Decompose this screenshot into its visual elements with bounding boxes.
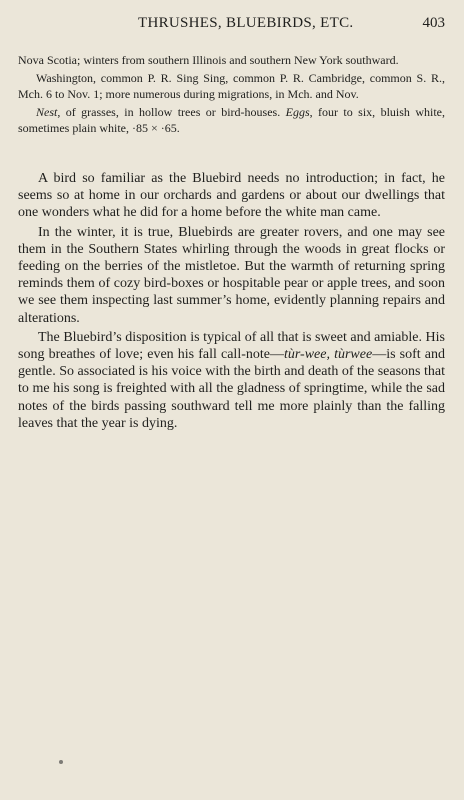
show-through-text: [42, 478, 422, 733]
eggs-text: , four to six, bluish white, sometimes plain white, ·85 × ·65.: [18, 105, 445, 135]
nest-text: , of grasses, in hollow trees or bird-houses.: [57, 105, 286, 119]
page-number: 403: [422, 15, 445, 31]
main-text: [18, 170, 445, 434]
range-notes: [18, 52, 445, 138]
body-paragraph-3-end: —is soft and gentle. So associated is his voice with the birth and death of the seasons that to me his song is freighted with all the gladness of springtime, while the sad notes of the birds passing southward tell me more plainly than the falling leaves that the year is dying.: [18, 347, 445, 431]
body-paragraph-3: [18, 329, 445, 432]
running-head: THRUSHES, BLUEBIRDS, ETC.: [138, 15, 354, 31]
nest-label: Nest: [36, 105, 58, 119]
call-note: tùr-wee, tùrwee: [283, 347, 373, 363]
body-paragraph-2: In the winter, it is true, Bluebirds are greater rovers, and one may see them in the Southern States whirling through the woods in great flocks or feeding on the berries of the mistletoe. But the warmth of returning spring reminds them of cozy bird-boxes or hospitable pear or apple trees, and soon we see them inspecting last summer’s home, evidently planning repairs and alterations.: [18, 224, 445, 326]
body-paragraph-3-start: The Bluebird’s disposition is typical of all that is sweet and amiable. His song breathes of love; even his fall call-note—: [18, 329, 445, 363]
eggs-label: Eggs: [285, 105, 310, 119]
body-paragraph-1: A bird so familiar as the Bluebird needs no introduction; in fact, he seems so at home in our orchards and gardens or about our dwellings that one wonders what he did for a home before the white man came.: [18, 171, 445, 221]
nest-eggs-note: [18, 104, 445, 136]
paper-mark: [59, 760, 63, 764]
range-note-1: Nova Scotia; winters from southern Illinois and southern New York southward.: [18, 53, 399, 67]
range-note-2: Washington, common P. R. Sing Sing, common P. R. Cambridge, common S. R., Mch. 6 to Nov. 1; more numerous during migrations, in Mch. and Nov.: [18, 71, 445, 101]
page-header: [18, 15, 445, 39]
